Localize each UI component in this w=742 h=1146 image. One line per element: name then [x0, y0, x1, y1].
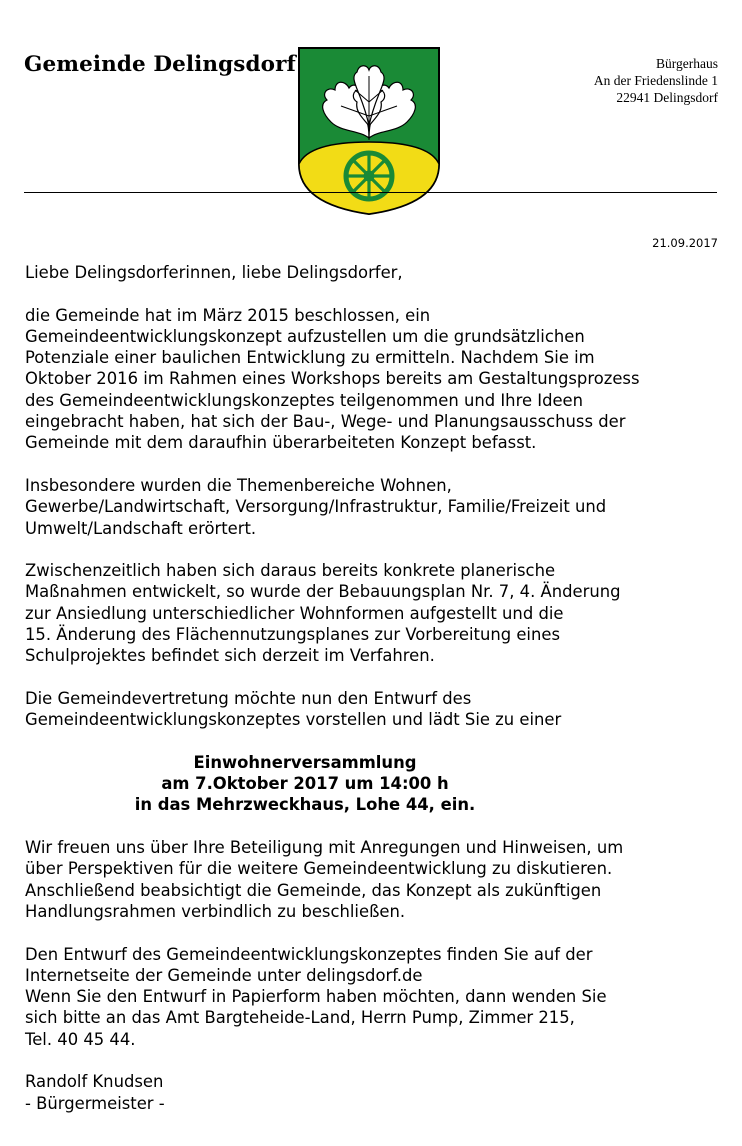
address-line: An der Friedenslinde 1 [593, 73, 718, 88]
text-line: Den Entwurf des Gemeindeentwicklungskonzeptes finden Sie auf der [25, 944, 593, 964]
text-line: Die Gemeindevertretung möchte nun den Entwurf des [25, 688, 472, 708]
text-line: des Gemeindeentwicklungskonzeptes teilgenommen und Ihre Ideen [25, 390, 584, 410]
event-announcement [25, 752, 585, 816]
text-line: 15. Änderung des Flächennutzungsplanes zur Vorbereitung eines [25, 625, 560, 645]
paragraph-1 [25, 305, 725, 454]
address-block [594, 55, 718, 106]
event-date: am 7.Oktober 2017 um 14:00 h [161, 774, 449, 794]
text-line: sich bitte an das Amt Bargteheide-Land, Herrn Pump, Zimmer 215, [25, 1008, 575, 1028]
text-line: Gemeindeentwicklungskonzeptes vorstellen und lädt Sie zu einer [25, 710, 562, 730]
text-line: Gemeindeentwicklungskonzept aufzustellen um die grundsätzlichen [25, 326, 585, 346]
header-divider [24, 192, 717, 193]
text-line: Potenziale einer baulichen Entwicklung zu ermitteln. Nachdem Sie im [25, 348, 595, 368]
paragraph-5 [25, 837, 725, 922]
letter-body [25, 262, 725, 1114]
text-line: über Perspektiven für die weitere Gemeindeentwicklung zu diskutieren. [25, 859, 613, 879]
paragraph-6 [25, 944, 725, 1050]
event-location: in das Mehrzweckhaus, Lohe 44, ein. [134, 795, 476, 815]
greeting: Liebe Delingsdorferinnen, liebe Delingsdorfer, [25, 263, 403, 282]
paragraph-4 [25, 688, 725, 731]
text-line: Insbesondere wurden die Themenbereiche Wohnen, [25, 475, 452, 495]
text-line: Wir freuen uns über Ihre Beteiligung mit Anregungen und Hinweisen, um [25, 838, 624, 858]
text-line: Schulprojektes befindet sich derzeit im Verfahren. [25, 646, 435, 666]
text-line: Tel. 40 45 44. [25, 1029, 136, 1049]
text-line: Anschließend beabsichtigt die Gemeinde, das Konzept als zukünftigen [25, 880, 602, 900]
address-line: 22941 Delingsdorf [616, 90, 718, 105]
text-line: Wenn Sie den Entwurf in Papierform haben möchten, dann wenden Sie [25, 987, 607, 1007]
event-title: Einwohnerversammlung [193, 752, 417, 772]
text-line: zur Ansiedlung unterschiedlicher Wohnformen aufgestellt und die [25, 603, 564, 623]
text-line: eingebracht haben, hat sich der Bau-, Wege- und Planungsausschuss der [25, 412, 626, 432]
text-line: Umwelt/Landschaft erörtert. [25, 518, 257, 538]
signatory-title: - Bürgermeister - [25, 1093, 165, 1113]
text-line: Gemeinde mit dem daraufhin überarbeiteten Konzept befasst. [25, 433, 537, 453]
text-line: Zwischenzeitlich haben sich daraus bereits konkrete planerische [25, 561, 556, 581]
text-line: Gewerbe/Landwirtschaft, Versorgung/Infrastruktur, Familie/Freizeit und [25, 497, 607, 517]
text-line: Maßnahmen entwickelt, so wurde der Bebauungsplan Nr. 7, 4. Änderung [25, 582, 621, 602]
text-line: Internetseite der Gemeinde unter delingsdorf.de [25, 965, 423, 985]
coat-of-arms-icon [297, 46, 441, 216]
text-line: die Gemeinde hat im März 2015 beschlossen, ein [25, 305, 431, 325]
signature [25, 1071, 725, 1114]
letter-date: 21.09.2017 [652, 236, 718, 250]
paragraph-2 [25, 475, 725, 539]
text-line: Oktober 2016 im Rahmen eines Workshops bereits am Gestaltungsprozess [25, 369, 640, 389]
text-line: Handlungsrahmen verbindlich zu beschließen. [25, 901, 406, 921]
municipality-name: Gemeinde Delingsdorf [24, 52, 296, 77]
signatory-name: Randolf Knudsen [25, 1072, 164, 1092]
paragraph-3 [25, 560, 725, 666]
address-line: Bürgerhaus [656, 56, 718, 71]
